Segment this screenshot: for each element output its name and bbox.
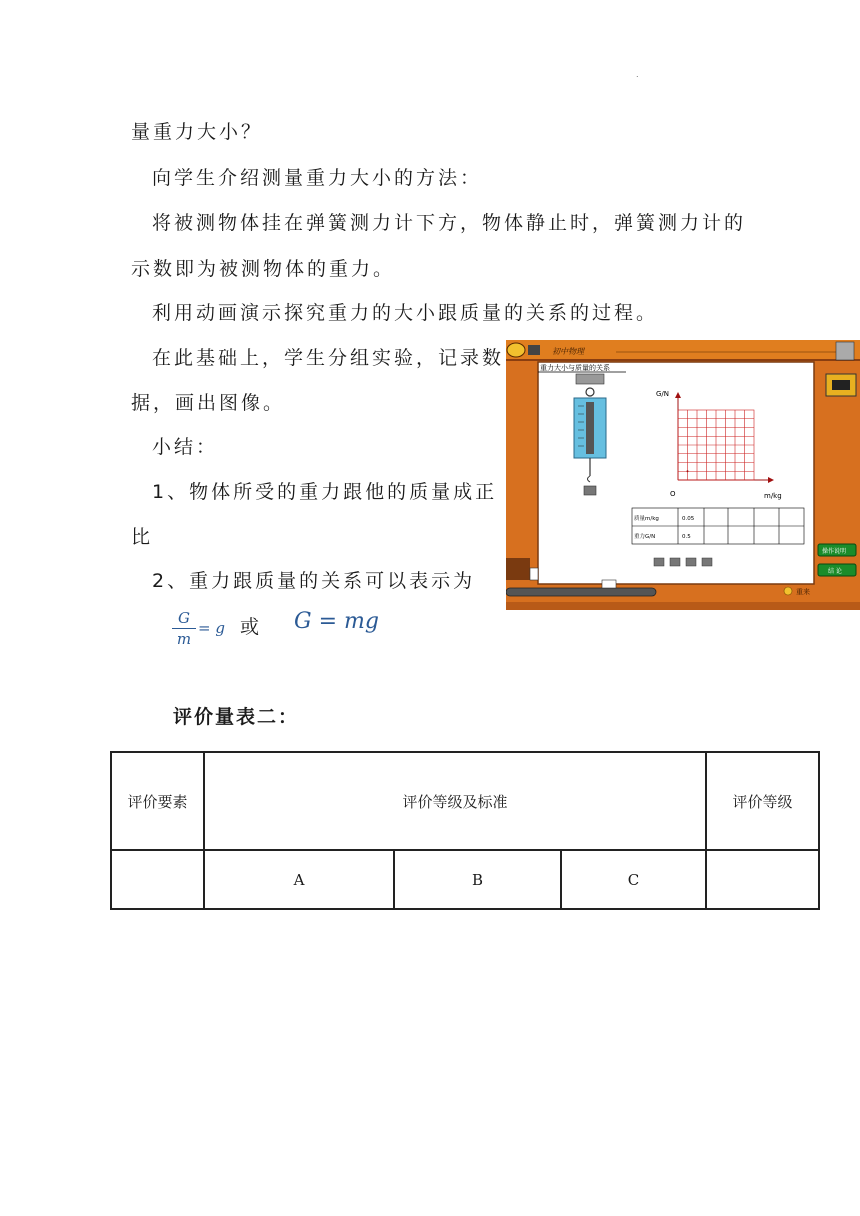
- cell-grade-result: [706, 850, 819, 909]
- table-value-weight: 0.5: [682, 534, 691, 540]
- formula-denominator: m: [176, 630, 192, 648]
- paragraph-2: 向学生介绍测量重力大小的方法：: [152, 167, 483, 189]
- table-label-weight: 重力G/N: [634, 534, 656, 540]
- header-criteria: 评价要素: [111, 752, 204, 850]
- paragraph-5: 利用动画演示探究重力的大小跟质量的关系的过程。: [152, 302, 659, 324]
- paragraph-3: 将被测物体挂在弹簧测力计下方，物体静止时，弹簧测力计的: [152, 212, 747, 234]
- paragraph-10: 比: [131, 526, 154, 548]
- paragraph-11: 2、重力跟质量的关系可以表示为: [152, 570, 476, 592]
- header-grade: 评价等级: [706, 752, 819, 850]
- help-button-label: 操作说明: [822, 548, 847, 555]
- formula-equals-g: = g: [198, 619, 225, 637]
- paragraph-4: 示数即为被测物体的重力。: [131, 258, 396, 280]
- evaluation-table: [110, 751, 820, 910]
- formula-fraction: [172, 608, 196, 649]
- cell-grade-b: B: [394, 850, 561, 909]
- table-row: [111, 850, 819, 909]
- y-axis-label: G/N: [656, 390, 670, 398]
- help-button[interactable]: [818, 544, 856, 556]
- cell-empty: [111, 850, 204, 909]
- table-label-mass: 质量m/kg: [634, 516, 659, 522]
- x-axis-label: m/kg: [764, 492, 782, 500]
- formula-g-equals-mg: G = mg: [294, 609, 379, 634]
- formula-or: 或: [240, 616, 260, 638]
- cell-grade-a: A: [204, 850, 394, 909]
- restart-button-label: 重来: [796, 588, 810, 596]
- conclusion-button[interactable]: [818, 564, 856, 576]
- table-header-row: [111, 752, 819, 850]
- origin-label: O: [670, 490, 676, 498]
- paragraph-6: 在此基础上，学生分组实验，记录数: [152, 347, 505, 369]
- panel-title: 重力大小与质量的关系: [540, 364, 610, 372]
- data-table: [632, 508, 804, 544]
- page-marker: .: [636, 70, 639, 79]
- paragraph-8: 小结：: [152, 436, 219, 458]
- cell-grade-c: C: [561, 850, 706, 909]
- app-title: 初中物理: [552, 347, 584, 356]
- simulation-screenshot: [506, 340, 860, 610]
- restart-button[interactable]: [784, 587, 810, 596]
- formula-numerator: G: [172, 608, 196, 629]
- paragraph-7: 据，画出图像。: [131, 392, 286, 414]
- section-title: 评价量表二：: [173, 706, 300, 728]
- header-standards: 评价等级及标准: [204, 752, 706, 850]
- table-value-mass: 0.05: [682, 516, 695, 522]
- paragraph-9: 1、物体所受的重力跟他的质量成正: [152, 481, 498, 503]
- paragraph-1: 量重力大小？: [131, 121, 264, 143]
- conclusion-button-label: 结 论: [828, 568, 842, 575]
